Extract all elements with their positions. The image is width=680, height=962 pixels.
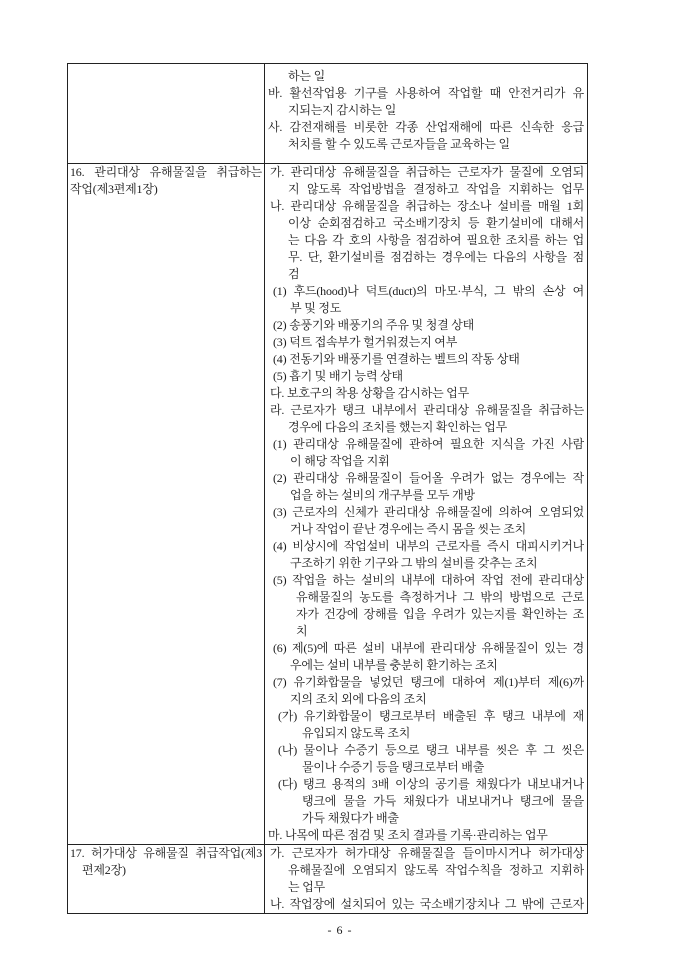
page-number: - 6 - bbox=[327, 923, 353, 937]
duty-line: (다) 탱크 용적의 3배 이상의 공기를 채웠다가 내보내거나 bbox=[278, 777, 584, 791]
task-cell bbox=[68, 164, 265, 844]
duty-line: (나) 물이나 수증기 등으로 탱크 내부를 씻은 후 그 씻은 bbox=[278, 743, 584, 757]
task-cell bbox=[68, 845, 265, 913]
duty-line: 경우에 다음의 조치를 했는지 확인하는 업무 bbox=[288, 420, 508, 434]
duties-cell bbox=[265, 64, 587, 163]
duty-line: 탱크에 물을 가득 채웠다가 내보내거나 탱크에 물을 bbox=[302, 794, 584, 808]
duty-line: 자가 건강에 장해를 입을 우려가 있는지를 확인하는 조 bbox=[296, 607, 584, 621]
duty-line: (5) 작업을 하는 설비의 내부에 대하여 작업 전에 관리대상 bbox=[273, 573, 584, 587]
duty-line: 업을 하는 설비의 개구부를 모두 개방 bbox=[290, 488, 475, 502]
duty-line: 거나 작업이 끝난 경우에는 즉시 몸을 씻는 조치 bbox=[290, 522, 527, 536]
duty-line: 나. 관리대상 유해물질을 취급하는 장소나 설비를 매월 1회 bbox=[270, 199, 584, 213]
duty-line: 지의 조치 외에 다음의 조치 bbox=[290, 692, 427, 706]
duty-line: 유해물질에 오염되지 않도록 작업수칙을 정하고 지휘하 bbox=[288, 863, 584, 877]
duty-line: (3) 덕트 접속부가 헐거워졌는지 여부 bbox=[273, 335, 458, 349]
duty-line: 사. 감전재해를 비롯한 각종 산업재해에 따른 신속한 응급 bbox=[268, 120, 584, 134]
duty-line: 처치를 할 수 있도록 근로자들을 교육하는 일 bbox=[288, 137, 510, 151]
duty-line: 마. 나목에 따른 점검 및 조치 결과를 기록·관리하는 업무 bbox=[268, 828, 548, 842]
task-label: 16. 관리대상 유해물질을 취급하는 bbox=[70, 165, 262, 179]
task-label: 작업(제3편제1장) bbox=[70, 182, 158, 196]
task-cell bbox=[68, 64, 265, 163]
duty-line: (2) 관리대상 유해물질이 들어올 우려가 없는 경우에는 작 bbox=[273, 471, 584, 485]
duty-line: (3) 근로자의 신체가 관리대상 유해물질에 의하여 오염되었 bbox=[273, 505, 584, 519]
table-row bbox=[68, 163, 587, 844]
duty-line: 우에는 설비 내부를 충분히 환기하는 조치 bbox=[290, 658, 498, 672]
duty-line: (6) 제(5)에 따른 설비 내부에 관리대상 유해물질이 있는 경 bbox=[273, 641, 584, 655]
duty-line: 지 않도록 작업방법을 결정하고 작업을 지휘하는 업무 bbox=[288, 182, 584, 196]
duty-line: 치 bbox=[296, 624, 308, 638]
duty-line: 유해물질의 농도를 측정하거나 그 밖의 방법으로 근로 bbox=[296, 590, 584, 604]
duty-line: 가. 관리대상 유해물질을 취급하는 근로자가 물질에 오염되 bbox=[270, 165, 584, 179]
duty-line: 는 업무 bbox=[288, 880, 325, 894]
task-label: 17. 허가대상 유해물질 취급작업(제3 bbox=[70, 846, 262, 860]
duty-line: 나. 작업장에 설치되어 있는 국소배기장치나 그 밖에 근로자 bbox=[270, 897, 584, 911]
duty-line: 부 및 정도 bbox=[290, 301, 342, 315]
duty-line: 검 bbox=[288, 267, 300, 281]
duty-line: (1) 후드(hood)나 덕트(duct)의 마모·부식, 그 밖의 손상 여 bbox=[273, 284, 584, 298]
duty-line: (7) 유기화합물을 넣었던 탱크에 대하여 제(1)부터 제(6)까 bbox=[273, 675, 584, 689]
duty-line: 다. 보호구의 착용 상황을 감시하는 업무 bbox=[270, 386, 470, 400]
duty-line: (가) 유기화합물이 탱크로부터 배출된 후 탱크 내부에 재 bbox=[278, 709, 584, 723]
table-row bbox=[68, 64, 587, 163]
duty-line: 무. 단, 환기설비를 점검하는 경우에는 다음의 사항을 점 bbox=[288, 250, 584, 264]
duty-line: 물이나 수증기 등을 탱크로부터 배출 bbox=[302, 760, 485, 774]
duty-line: 는 다음 각 호의 사항을 점검하여 필요한 조치를 하는 업 bbox=[288, 233, 584, 247]
duty-line: 이상 순회점검하고 국소배기장치 등 환기설비에 대해서 bbox=[288, 216, 584, 230]
duty-line: 가득 채웠다가 배출 bbox=[302, 811, 399, 825]
duty-line: (4) 전동기와 배풍기를 연결하는 벨트의 작동 상태 bbox=[273, 352, 520, 366]
duties-cell bbox=[265, 164, 587, 844]
duties-table bbox=[67, 63, 588, 914]
duty-line: 지되는지 감시하는 일 bbox=[288, 103, 397, 117]
duty-line: 라. 근로자가 탱크 내부에서 관리대상 유해물질을 취급하는 bbox=[270, 403, 584, 417]
task-label: 편제2장) bbox=[82, 863, 126, 877]
duty-line: (1) 관리대상 유해물질에 관하여 필요한 지식을 가진 사람 bbox=[273, 437, 584, 451]
duty-line: 유입되지 않도록 조치 bbox=[302, 726, 411, 740]
duty-line: 이 해당 작업을 지휘 bbox=[290, 454, 390, 468]
duty-line: 하는 일 bbox=[288, 69, 325, 83]
duty-line: (4) 비상시에 작업설비 내부의 근로자를 즉시 대피시키거나 bbox=[273, 539, 584, 553]
duty-line: (5) 흡기 및 배기 능력 상태 bbox=[273, 369, 403, 383]
duties-cell bbox=[265, 845, 587, 913]
duty-line: (2) 송풍기와 배풍기의 주유 및 청결 상태 bbox=[273, 318, 475, 332]
duty-line: 바. 활선작업용 기구를 사용하여 작업할 때 안전거리가 유 bbox=[268, 86, 584, 100]
duty-line: 가. 근로자가 허가대상 유해물질을 들이마시거나 허가대상 bbox=[270, 846, 584, 860]
duty-line: 구조하기 위한 기구와 그 밖의 설비를 갖추는 조치 bbox=[290, 556, 538, 570]
table-row bbox=[68, 844, 587, 913]
